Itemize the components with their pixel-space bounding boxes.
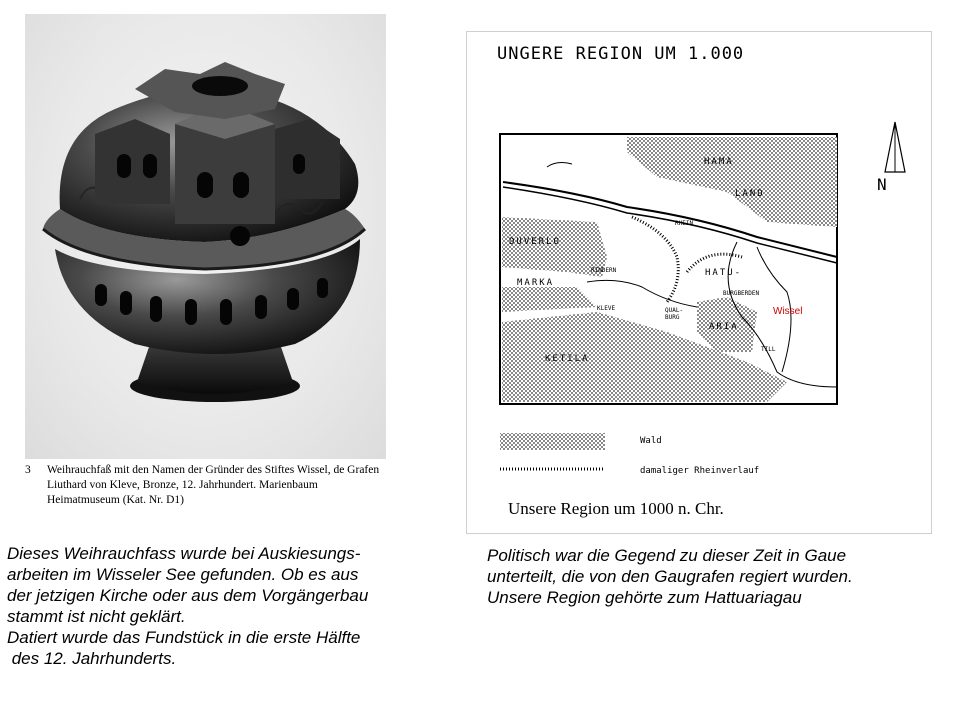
label-marka: MARKA (517, 278, 555, 288)
label-rindern: RINDERN (591, 267, 617, 274)
label-kleve: KLEVE (597, 305, 616, 312)
legend-wald-swatch (500, 433, 605, 450)
left-description: Dieses Weihrauchfass wurde bei Auskiesungs- arbeiten im Wisseler See gefunden. Ob es aus der jetzigen Kirche oder aus dem Vorgängerbau stammt ist nicht geklärt. Datiert wurde das Fundstück in die erste Hälfte des 12. Jahrhunderts. (7, 544, 369, 668)
right-description: Politisch war die Gegend zu dieser Zeit in Gaue unterteilt, die von den Gaugrafen regiert wurden. Unsere Region gehörte zum Hattuariagau (487, 546, 853, 607)
label-hama: HAMA (704, 157, 734, 167)
censer-photo-panel (25, 14, 386, 514)
label-qualburg: QUAL- BURG (665, 307, 684, 321)
legend-rhine: damaliger Rheinverlauf (640, 466, 760, 476)
map-caption: Unsere Region um 1000 n. Chr. (508, 499, 724, 518)
censer-image (25, 14, 386, 459)
censer-photo (25, 14, 386, 459)
label-rhein: RHEIN (675, 220, 694, 227)
legend-wald: Wald (640, 436, 662, 446)
region-map-panel (466, 31, 932, 534)
label-ketila: KETILA (545, 354, 590, 364)
caption-text: Weihrauchfaß mit den Namen der Gründer des Stiftes Wissel, de Grafen Liuthard von Kleve, Bronze, 12. Jahrhundert. Marienbaum Heimatmuseum (Kat. Nr. D1) (47, 464, 380, 506)
label-wissel: Wissel (773, 306, 803, 317)
label-hatu: HATU- (705, 268, 743, 278)
label-duverlo: DUVERLO (509, 237, 561, 247)
label-till: TILL (761, 346, 776, 353)
label-aria: ARIA (709, 322, 739, 332)
north-label: N (877, 175, 889, 194)
map-title: UNGERE REGION UM 1.000 (497, 44, 745, 64)
label-land: LAND (735, 189, 765, 199)
caption-number: 3 (25, 464, 31, 476)
label-burg: BURGBERDEN (723, 290, 760, 297)
